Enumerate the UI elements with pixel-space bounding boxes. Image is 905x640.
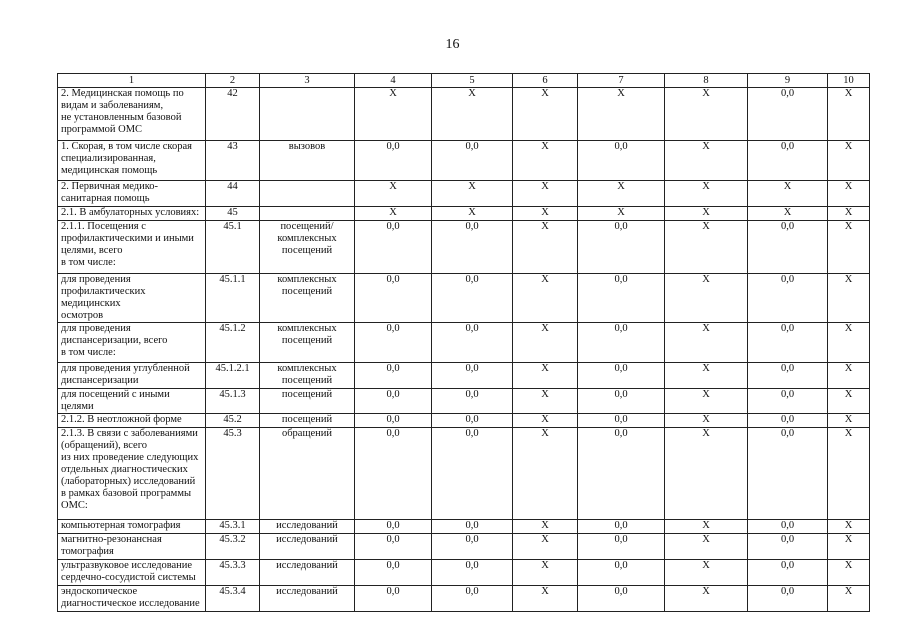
- value-cell: X: [665, 181, 748, 207]
- page-number: 16: [445, 37, 460, 52]
- value-cell: 0,0: [578, 274, 665, 323]
- column-header: 6: [513, 74, 578, 88]
- value-cell: X: [513, 428, 578, 520]
- value-cell: 0,0: [355, 221, 432, 274]
- unit-cell: вызовов: [260, 141, 355, 181]
- value-cell: 0,0: [748, 534, 828, 560]
- value-cell: X: [828, 141, 870, 181]
- value-cell: X: [665, 141, 748, 181]
- value-cell: 0,0: [748, 428, 828, 520]
- value-cell: 0,0: [432, 323, 513, 363]
- table-row: [58, 323, 870, 363]
- value-cell: 0,0: [432, 428, 513, 520]
- value-cell: 0,0: [432, 586, 513, 612]
- value-cell: 0,0: [432, 274, 513, 323]
- value-cell: X: [432, 88, 513, 141]
- value-cell: X: [828, 274, 870, 323]
- value-cell: 0,0: [748, 221, 828, 274]
- unit-cell: исследований: [260, 586, 355, 612]
- row-number-cell: 45.3: [206, 428, 260, 520]
- value-cell: 0,0: [355, 389, 432, 414]
- value-cell: X: [828, 389, 870, 414]
- value-cell: 0,0: [748, 88, 828, 141]
- column-header: 10: [828, 74, 870, 88]
- value-cell: X: [355, 88, 432, 141]
- unit-cell: посещений/ комплексных посещений: [260, 221, 355, 274]
- value-cell: X: [828, 181, 870, 207]
- row-label-cell: 2.1.3. В связи с заболеваниями (обращений), всего из них проведение следующих отдельных диагностических (лабораторных) исследований в рамках базовой программы ОМС:: [58, 428, 206, 520]
- row-number-cell: 45.3.2: [206, 534, 260, 560]
- value-cell: X: [665, 560, 748, 586]
- value-cell: X: [828, 560, 870, 586]
- value-cell: 0,0: [432, 534, 513, 560]
- row-label-cell: 2.1. В амбулаторных условиях:: [58, 207, 206, 221]
- unit-cell: исследований: [260, 560, 355, 586]
- value-cell: 0,0: [748, 586, 828, 612]
- row-label-cell: эндоскопическое диагностическое исследование: [58, 586, 206, 612]
- row-label-cell: 1. Скорая, в том числе скорая специализированная, медицинская помощь: [58, 141, 206, 181]
- table-row: [58, 207, 870, 221]
- unit-cell: комплексных посещений: [260, 363, 355, 389]
- row-number-cell: 45.3.4: [206, 586, 260, 612]
- value-cell: X: [513, 520, 578, 534]
- column-header: 9: [748, 74, 828, 88]
- value-cell: X: [665, 414, 748, 428]
- value-cell: X: [578, 88, 665, 141]
- column-header: 1: [58, 74, 206, 88]
- value-cell: X: [828, 414, 870, 428]
- value-cell: X: [748, 181, 828, 207]
- table-row: [58, 520, 870, 534]
- row-number-cell: 45.2: [206, 414, 260, 428]
- value-cell: X: [513, 323, 578, 363]
- value-cell: X: [513, 389, 578, 414]
- value-cell: X: [665, 586, 748, 612]
- row-label-cell: для проведения диспансеризации, всего в том числе:: [58, 323, 206, 363]
- unit-cell: исследований: [260, 520, 355, 534]
- value-cell: X: [828, 363, 870, 389]
- row-number-cell: 42: [206, 88, 260, 141]
- unit-cell: [260, 181, 355, 207]
- unit-cell: посещений: [260, 389, 355, 414]
- row-label-cell: 2. Первичная медико- санитарная помощь: [58, 181, 206, 207]
- value-cell: 0,0: [355, 428, 432, 520]
- value-cell: 0,0: [578, 221, 665, 274]
- value-cell: X: [828, 586, 870, 612]
- row-label-cell: компьютерная томография: [58, 520, 206, 534]
- value-cell: X: [665, 88, 748, 141]
- row-number-cell: 43: [206, 141, 260, 181]
- value-cell: 0,0: [432, 221, 513, 274]
- value-cell: X: [828, 88, 870, 141]
- value-cell: 0,0: [578, 560, 665, 586]
- table-row: [58, 88, 870, 141]
- row-label-cell: 2.1.2. В неотложной форме: [58, 414, 206, 428]
- value-cell: 0,0: [578, 363, 665, 389]
- value-cell: 0,0: [748, 414, 828, 428]
- value-cell: 0,0: [355, 274, 432, 323]
- value-cell: X: [432, 181, 513, 207]
- value-cell: 0,0: [578, 414, 665, 428]
- unit-cell: обращений: [260, 428, 355, 520]
- unit-cell: комплексных посещений: [260, 323, 355, 363]
- row-label-cell: 2.1.1. Посещения с профилактическими и иными целями, всего в том числе:: [58, 221, 206, 274]
- value-cell: X: [578, 207, 665, 221]
- row-number-cell: 44: [206, 181, 260, 207]
- table-row: [58, 363, 870, 389]
- value-cell: X: [828, 207, 870, 221]
- value-cell: 0,0: [748, 141, 828, 181]
- value-cell: 0,0: [355, 534, 432, 560]
- row-label-cell: 2. Медицинская помощь по видам и заболеваниям, не установленным базовой программой ОМС: [58, 88, 206, 141]
- value-cell: X: [665, 534, 748, 560]
- value-cell: 0,0: [578, 428, 665, 520]
- value-cell: X: [665, 207, 748, 221]
- value-cell: X: [578, 181, 665, 207]
- row-number-cell: 45.3.1: [206, 520, 260, 534]
- value-cell: X: [513, 586, 578, 612]
- value-cell: 0,0: [432, 520, 513, 534]
- value-cell: 0,0: [748, 560, 828, 586]
- value-cell: X: [513, 181, 578, 207]
- unit-cell: исследований: [260, 534, 355, 560]
- value-cell: 0,0: [578, 141, 665, 181]
- value-cell: 0,0: [748, 274, 828, 323]
- table-row: [58, 274, 870, 323]
- row-number-cell: 45.1.2.1: [206, 363, 260, 389]
- value-cell: 0,0: [578, 323, 665, 363]
- data-table: [57, 73, 870, 612]
- value-cell: X: [665, 274, 748, 323]
- value-cell: 0,0: [578, 389, 665, 414]
- value-cell: X: [513, 207, 578, 221]
- value-cell: X: [513, 534, 578, 560]
- column-header: 3: [260, 74, 355, 88]
- value-cell: 0,0: [578, 586, 665, 612]
- value-cell: 0,0: [432, 389, 513, 414]
- value-cell: X: [355, 181, 432, 207]
- value-cell: 0,0: [748, 323, 828, 363]
- value-cell: 0,0: [355, 560, 432, 586]
- value-cell: X: [432, 207, 513, 221]
- unit-cell: [260, 88, 355, 141]
- table-row: [58, 389, 870, 414]
- value-cell: 0,0: [355, 414, 432, 428]
- table-row: [58, 221, 870, 274]
- table-row: [58, 560, 870, 586]
- value-cell: X: [665, 428, 748, 520]
- table-row: [58, 428, 870, 520]
- table-body: [58, 88, 870, 612]
- value-cell: 0,0: [578, 534, 665, 560]
- value-cell: 0,0: [432, 560, 513, 586]
- unit-cell: комплексных посещений: [260, 274, 355, 323]
- value-cell: X: [828, 428, 870, 520]
- table-row: [58, 414, 870, 428]
- row-number-cell: 45.1: [206, 221, 260, 274]
- value-cell: 0,0: [355, 363, 432, 389]
- row-label-cell: для посещений с иными целями: [58, 389, 206, 414]
- table-row: [58, 534, 870, 560]
- value-cell: 0,0: [432, 141, 513, 181]
- row-number-cell: 45: [206, 207, 260, 221]
- value-cell: 0,0: [355, 323, 432, 363]
- value-cell: 0,0: [578, 520, 665, 534]
- value-cell: X: [828, 520, 870, 534]
- value-cell: 0,0: [748, 389, 828, 414]
- header-row: [58, 74, 870, 88]
- value-cell: X: [355, 207, 432, 221]
- value-cell: X: [513, 414, 578, 428]
- value-cell: X: [513, 363, 578, 389]
- value-cell: X: [665, 221, 748, 274]
- value-cell: X: [665, 363, 748, 389]
- value-cell: X: [513, 221, 578, 274]
- value-cell: X: [828, 534, 870, 560]
- value-cell: X: [748, 207, 828, 221]
- row-number-cell: 45.1.1: [206, 274, 260, 323]
- column-header: 2: [206, 74, 260, 88]
- value-cell: 0,0: [432, 363, 513, 389]
- value-cell: X: [828, 221, 870, 274]
- row-number-cell: 45.1.3: [206, 389, 260, 414]
- value-cell: 0,0: [355, 141, 432, 181]
- value-cell: X: [665, 520, 748, 534]
- column-header: 4: [355, 74, 432, 88]
- unit-cell: посещений: [260, 414, 355, 428]
- value-cell: X: [665, 389, 748, 414]
- column-header: 7: [578, 74, 665, 88]
- row-label-cell: для проведения профилактических медицинских осмотров: [58, 274, 206, 323]
- value-cell: 0,0: [748, 520, 828, 534]
- value-cell: X: [828, 323, 870, 363]
- row-label-cell: магнитно-резонансная томография: [58, 534, 206, 560]
- value-cell: 0,0: [355, 586, 432, 612]
- row-label-cell: для проведения углубленной диспансеризации: [58, 363, 206, 389]
- value-cell: X: [513, 141, 578, 181]
- table-row: [58, 586, 870, 612]
- value-cell: 0,0: [355, 520, 432, 534]
- table-row: [58, 181, 870, 207]
- unit-cell: [260, 207, 355, 221]
- value-cell: 0,0: [748, 363, 828, 389]
- column-header: 8: [665, 74, 748, 88]
- row-number-cell: 45.3.3: [206, 560, 260, 586]
- row-number-cell: 45.1.2: [206, 323, 260, 363]
- row-label-cell: ультразвуковое исследование сердечно-сосудистой системы: [58, 560, 206, 586]
- column-header: 5: [432, 74, 513, 88]
- value-cell: X: [665, 323, 748, 363]
- value-cell: 0,0: [432, 414, 513, 428]
- table-row: [58, 141, 870, 181]
- value-cell: X: [513, 274, 578, 323]
- value-cell: X: [513, 88, 578, 141]
- value-cell: X: [513, 560, 578, 586]
